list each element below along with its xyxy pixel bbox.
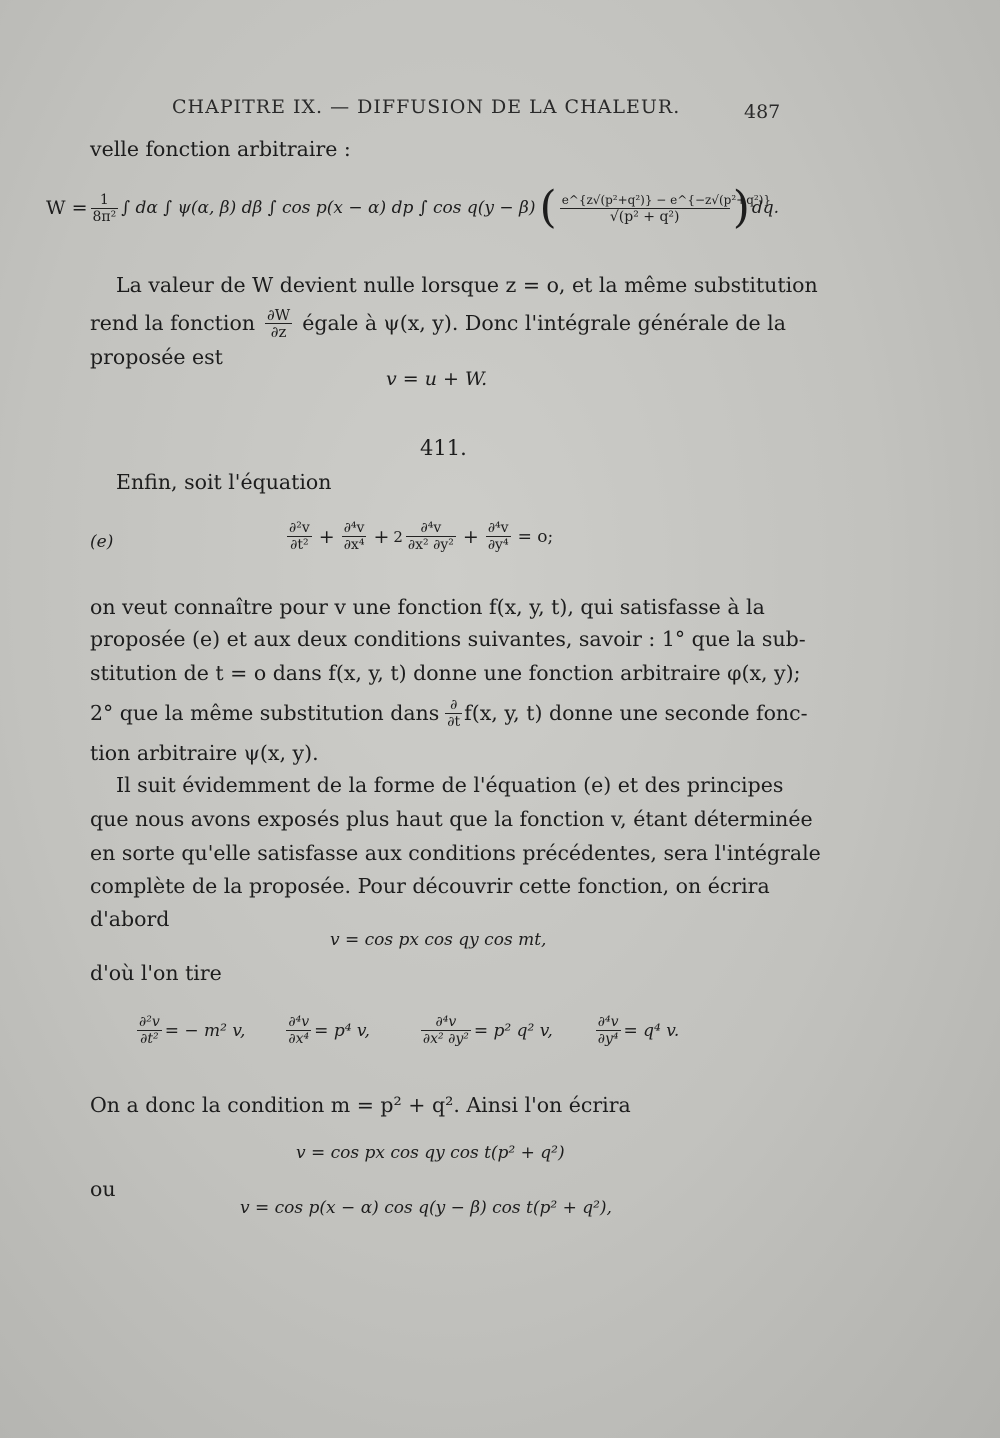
numerator: ∂²v	[289, 520, 310, 536]
right-paren: )	[732, 182, 750, 233]
text-line: que nous avons exposés plus haut que la fonction v, étant déterminée	[90, 807, 813, 831]
denominator: √(p² + q²)	[560, 208, 730, 225]
numerator: ∂⁴v	[597, 1014, 619, 1030]
fraction	[406, 520, 456, 553]
running-header: CHAPITRE IX. — DIFFUSION DE LA CHALEUR.	[172, 96, 681, 118]
text-line: On a donc la condition m = p² + q². Ainsi l'on écrira	[90, 1093, 631, 1117]
denominator: ∂x² ∂y²	[407, 537, 454, 553]
text-line: d'abord	[90, 907, 170, 931]
numerator: ∂W	[267, 305, 291, 324]
numerator: ∂⁴v	[487, 520, 509, 536]
text-line	[90, 306, 786, 340]
text-line: Enfin, soit l'équation	[116, 470, 332, 494]
numerator: ∂	[450, 696, 458, 713]
fraction	[596, 1014, 621, 1047]
text-line: on veut connaître pour v une fonction f(x, y, t), qui satisfasse à la	[90, 595, 765, 619]
text-segment: rend la fonction	[90, 311, 256, 335]
text-line: complète de la proposée. Pour découvrir cette fonction, on écrira	[90, 874, 770, 898]
plus-sign: +	[373, 525, 390, 548]
text-line: proposée est	[90, 345, 223, 369]
numerator: e^{z√(p²+q²)} − e^{−z√(p²+q²)}	[561, 192, 772, 207]
page-number: 487	[744, 101, 781, 123]
text-line: La valeur de W devient nulle lorsque z = o, et la même substitution	[116, 273, 818, 297]
equation-v-final: v = cos p(x − α) cos q(y − β) cos t(p² + q²),	[240, 1198, 612, 1218]
equation-v-cos-t: v = cos px cos qy cos t(p² + q²)	[296, 1143, 565, 1163]
denominator: ∂y⁴	[597, 1031, 619, 1047]
eq-rhs: = p² q² v,	[473, 1020, 553, 1041]
numerator: ∂²v	[139, 1014, 160, 1030]
equation-v-cos: v = cos px cos qy cos mt,	[330, 930, 547, 950]
fraction	[287, 520, 312, 553]
eq-integrals: ∫ dα ∫ ψ(α, β) dβ ∫ cos p(x − α) dp ∫ cos q(y − β)	[121, 198, 536, 218]
fraction	[445, 697, 462, 730]
numerator: ∂⁴v	[435, 1014, 457, 1030]
fraction	[486, 520, 511, 553]
plus-sign: +	[318, 525, 335, 548]
numerator: ∂⁴v	[420, 520, 442, 536]
text-line: d'où l'on tire	[90, 961, 222, 985]
denominator: ∂t²	[287, 536, 312, 553]
text-line	[90, 696, 808, 730]
denominator: ∂x⁴	[342, 536, 367, 553]
denominator: ∂x⁴	[286, 1030, 311, 1047]
denominator: ∂x² ∂y²	[422, 1031, 469, 1047]
equation-W	[46, 182, 780, 233]
denominator: 8π²	[92, 208, 117, 225]
denominator: ∂t	[447, 713, 461, 730]
eq-rhs: = q⁴ v.	[623, 1020, 680, 1041]
denominator: ∂z	[265, 323, 292, 340]
equation-derivs	[134, 1014, 679, 1047]
left-paren: (	[539, 182, 557, 233]
plus-sign: +	[462, 525, 479, 548]
fraction	[286, 1014, 311, 1047]
numerator: 1	[99, 191, 109, 208]
text-line: ou	[90, 1177, 116, 1201]
eq-tail: dq.	[751, 198, 780, 218]
eq-rhs: = p⁴ v,	[314, 1020, 370, 1041]
eq-lhs: W =	[46, 197, 88, 219]
equation-e	[284, 520, 553, 553]
text-line: Il suit évidemment de la forme de l'équation (e) et des principes	[116, 773, 784, 797]
text-segment: 2° que la même substitution dans	[90, 701, 440, 725]
text-line: stitution de t = o dans f(x, y, t) donne une fonction arbitraire φ(x, y);	[90, 661, 801, 685]
fraction	[137, 1014, 162, 1047]
denominator: ∂y⁴	[487, 537, 509, 553]
coefficient: 2	[393, 527, 403, 546]
text-line: proposée (e) et aux deux conditions suivantes, savoir : 1° que la sub-	[90, 627, 806, 651]
text-line: velle fonction arbitraire :	[90, 137, 351, 161]
fraction	[91, 192, 119, 225]
text-segment: f(x, y, t) donne une seconde fonc-	[464, 701, 808, 725]
denominator: ∂t²	[137, 1030, 162, 1047]
section-number: 411.	[420, 436, 467, 460]
eq-rhs: = − m² v,	[164, 1020, 246, 1041]
equation-v-u-W: v = u + W.	[386, 368, 488, 390]
numerator: ∂⁴v	[343, 520, 365, 536]
fraction	[421, 1014, 471, 1047]
equation-label: (e)	[90, 532, 114, 552]
fraction	[265, 307, 292, 340]
text-segment: égale à ψ(x, y). Donc l'intégrale générale de la	[302, 311, 786, 335]
text-line: tion arbitraire ψ(x, y).	[90, 741, 319, 765]
text-line: en sorte qu'elle satisfasse aux conditions précédentes, sera l'intégrale	[90, 841, 821, 865]
numerator: ∂⁴v	[288, 1014, 310, 1030]
fraction	[342, 520, 367, 553]
eq-rhs: = o;	[517, 526, 554, 547]
